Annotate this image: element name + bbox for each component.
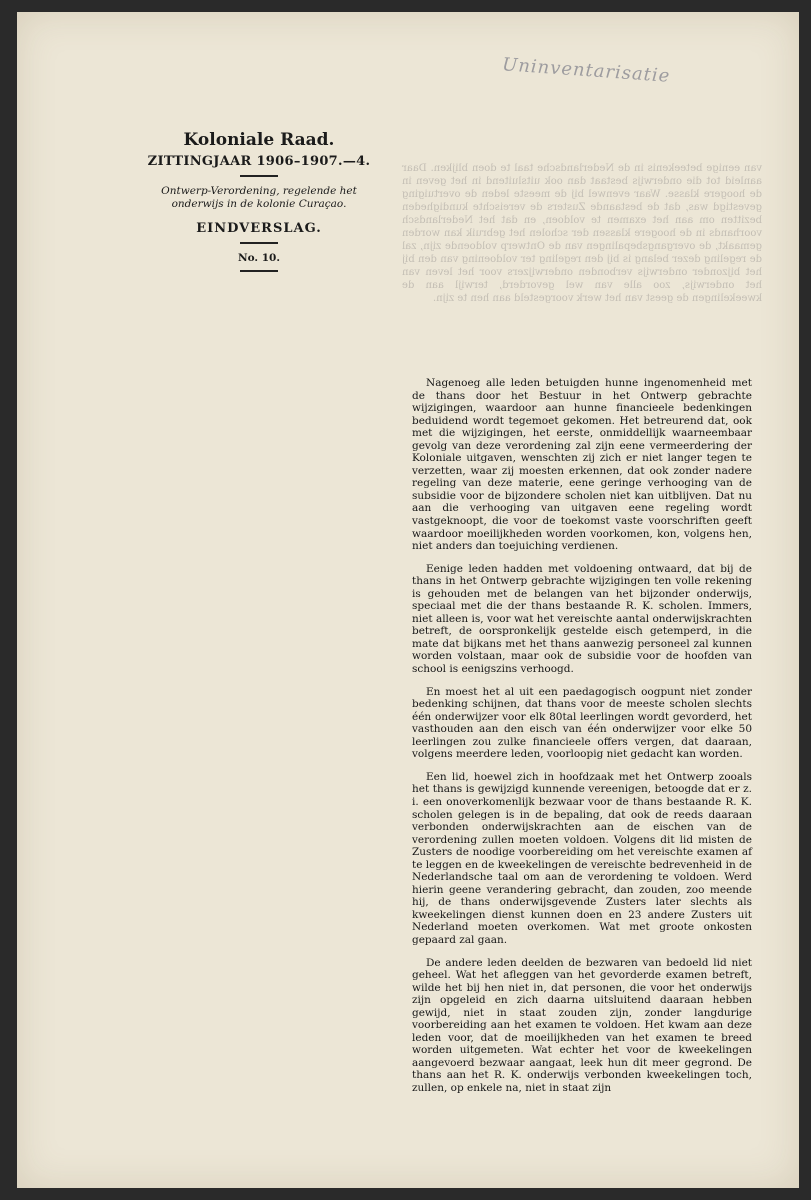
paragraph: En moest het al uit een paedagogisch oogpunt niet zonder bedenking schijnen, dat thans voor de meeste scholen slechts één onderwijzer voor elk 80tal leerlingen wordt gevorderd, het vasthouden aan den eisch van één onderwijzer voor elke 50 leerlingen zou zulke financieele offers vergen, dat daaraan, volgens meerdere leden, voorloopig niet gedacht kan worden. [412, 685, 752, 761]
divider [240, 270, 278, 272]
document-header [137, 130, 381, 278]
divider [240, 175, 278, 177]
paragraph: Een lid, hoewel zich in hoofdzaak met het Ontwerp zooals het thans is gewijzigd kunnende vereenigen, betoogde dat er z. i. een onoverkomenlijk bezwaar voor de thans bestaande R. K. scholen gelegen is in de bepaling, dat ook de reeds daaraan verbonden onderwijskrachten aan de eischen van de verordening zullen moeten voldoen. Volgens dit lid misten de Zusters de noodige voorbereiding om het vereischte examen af te leggen en de kweekelingen de vereischte bedrevenheid in de Nederlandsche taal om aan de verordening te voldoen. Werd hierin geene verandering gebracht, dan zouden, zoo meende hij, de thans onderwijsgevende Zusters later slechts als kweekelingen dienst kunnen doen en 23 andere Zusters uit Nederland moeten overkomen. Wat met groote onkosten gepaard zal gaan. [412, 770, 752, 946]
council-title: Koloniale Raad. [183, 130, 335, 150]
document-page [17, 12, 799, 1188]
show-through-text: van eenige beteekenis in de Nederlandsche taal te doen blijken. Daar aanleid tot die onderwijs bestaat dan ook uitsluitend in het geven in de hoogere klasse. Waar evenwel bij de meeste leden de overtuiging gevestigd was, dat de bestaande Zusters de vereischte kundigheden bezitten om aan het examen te voldoen, en dat het Nederlandsch voorhands in de hoogere klassen der scholen het gebruik kan worden gemaakt, de overgangsbepalingen van de Ontwerp voldoende zijn, zal de regeling dezer belang is bij den regeling ter voldoening van den bij het bijzonder onderwijs verbonden onderwijzers voor het leven van het onderwijs, zoo alle van wel gevorderd, terwijl aan de kweekelingen de geest van het werk voorgesteld aan hen te zijn. [402, 163, 762, 304]
report-body [412, 377, 752, 1105]
handwritten-note: Uninventarisatie [501, 54, 671, 87]
document-type: EINDVERSLAG. [196, 221, 322, 236]
paragraph: De andere leden deelden de bezwaren van bedoeld lid niet geheel. Wat het afleggen van het gevorderde examen betreft, wilde het bij hen niet in, dat personen, die voor het onderwijs zijn opgeleid en zich daarna uitsluitend daaraan hebben gewijd, niet in staat zouden zijn, zonder langdurige voorbereiding aan het examen te voldoen. Het kwam aan deze leden voor, dat de moeilijkheden van het examen te breed worden uitgemeten. Wat echter het voor de kweekelingen aangevoerd bezwaar aangaat, leek hun dit meer gegrond. De thans aan het R. K. onderwijs verbonden kweekelingen toch, zullen, op enkele na, niet in staat zijn [412, 956, 752, 1094]
document-subject: Ontwerp-Verordening, regelende het onderwijs in de kolonie Curaçao. [161, 185, 357, 210]
session-year: ZITTINGJAAR 1906–1907.—4. [147, 154, 371, 169]
document-number: No. 10. [238, 252, 280, 264]
paragraph: Nagenoeg alle leden betuigden hunne ingenomenheid met de thans door het Bestuur in het Ontwerp gebrachte wijzigingen, waardoor aan hunne financieele bedenkingen beduidend wordt tegemoet gekomen. Het betreurend dat, ook met die wijzigingen, het eerste, onmiddellijk waarneembaar gevolg van deze verordening zal zijn eene vermeerdering der Koloniale uitgaven, wenschten zij zich er niet langer tegen te verzetten, waar zij moesten erkennen, dat ook zonder nadere regeling van deze materie, eene geringe verhooging van de subsidie voor de bijzondere scholen niet kan uitblijven. Dat nu aan die verhooging van uitgaven eene regeling wordt vastgeknoopt, die voor de toekomst vaste voorschriften geeft waardoor moeilijkheden worden voorkomen, kon, volgens hen, niet anders dan toejuiching verdienen. [412, 377, 752, 553]
divider [240, 242, 278, 244]
paragraph: Eenige leden hadden met voldoening ontwaard, dat bij de thans in het Ontwerp gebrachte wijzigingen ten volle rekening is gehouden met de belangen van het bijzonder onderwijs, speciaal met die der thans bestaande R. K. scholen. Immers, niet alleen is, voor wat het vereischte aantal onderwijskrachten betreft, de oorspronkelijk gestelde eisch getemperd, in die mate dat bijkans met het thans aanwezig personeel zal kunnen worden volstaan, maar ook de subsidie voor de hoofden van school is eenigszins verhoogd. [412, 562, 752, 676]
